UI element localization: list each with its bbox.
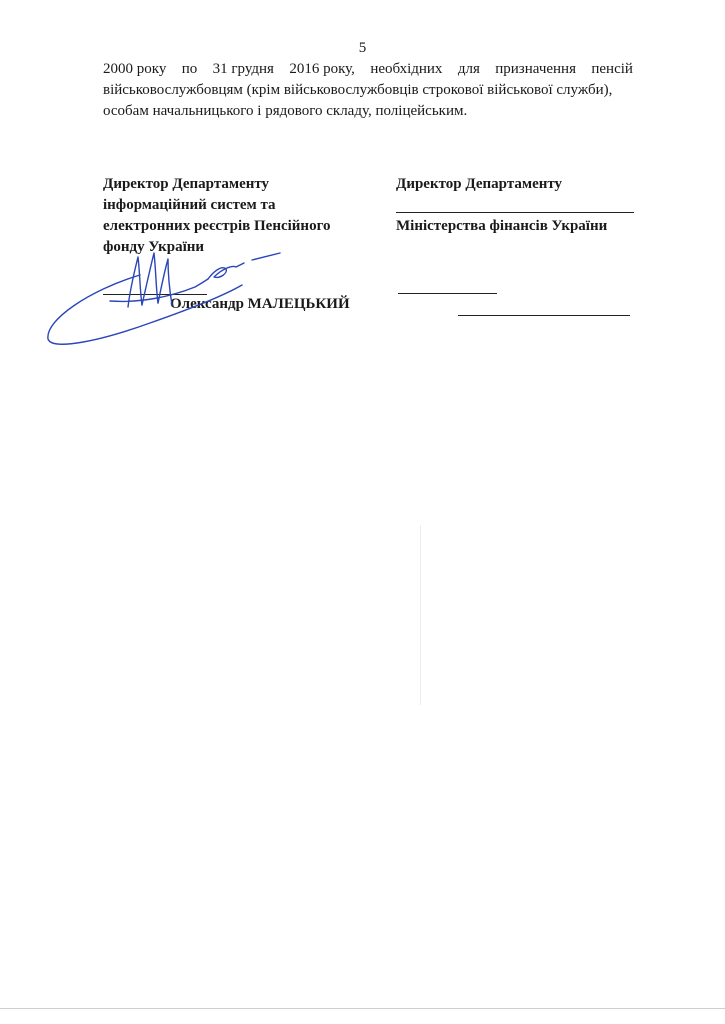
signature-stroke-4 bbox=[110, 279, 208, 301]
body-word: пенсій bbox=[591, 61, 633, 77]
signature-dash bbox=[252, 253, 280, 260]
right-name-line bbox=[458, 315, 630, 316]
body-word: 31 грудня bbox=[212, 61, 274, 77]
body-line-3: особам начальницького і рядового складу, поліцейським. bbox=[103, 103, 468, 119]
right-signature-line bbox=[398, 293, 497, 294]
body-paragraph bbox=[103, 59, 633, 122]
body-line-2: військовослужбовцям (крім військовослужбовців строкової військової служби), bbox=[103, 82, 613, 98]
signature-stroke-2 bbox=[142, 253, 158, 305]
body-line-1 bbox=[103, 59, 633, 80]
handwritten-signature bbox=[30, 235, 290, 350]
right-title-line-2: Міністерства фінансів України bbox=[396, 218, 608, 234]
body-word: необхідних bbox=[370, 61, 443, 77]
right-signatory-title bbox=[396, 174, 646, 237]
body-word: 2000 року bbox=[103, 61, 167, 77]
left-title-line-2: інформаційний систем та bbox=[103, 197, 276, 213]
signature-tail bbox=[208, 263, 244, 279]
left-title-line-4: фонду України bbox=[103, 239, 205, 255]
body-word: призначення bbox=[495, 61, 576, 77]
scan-artifact bbox=[420, 525, 421, 705]
right-title-underline bbox=[396, 212, 634, 213]
left-title-line-1: Директор Департаменту bbox=[103, 176, 270, 192]
page-number: 5 bbox=[358, 40, 367, 56]
signature-loop bbox=[48, 275, 242, 344]
body-word: по bbox=[181, 61, 198, 77]
body-word: 2016 року, bbox=[289, 61, 355, 77]
signature-stroke-1 bbox=[128, 257, 142, 307]
left-title-line-3: електронних реєстрів Пенсійного bbox=[103, 218, 331, 234]
left-signatory-name: Олександр МАЛЕЦЬКИЙ bbox=[170, 296, 350, 312]
body-word: для bbox=[457, 61, 480, 77]
right-title-line-1: Директор Департаменту bbox=[396, 176, 563, 192]
page-bottom-edge bbox=[0, 1008, 725, 1009]
